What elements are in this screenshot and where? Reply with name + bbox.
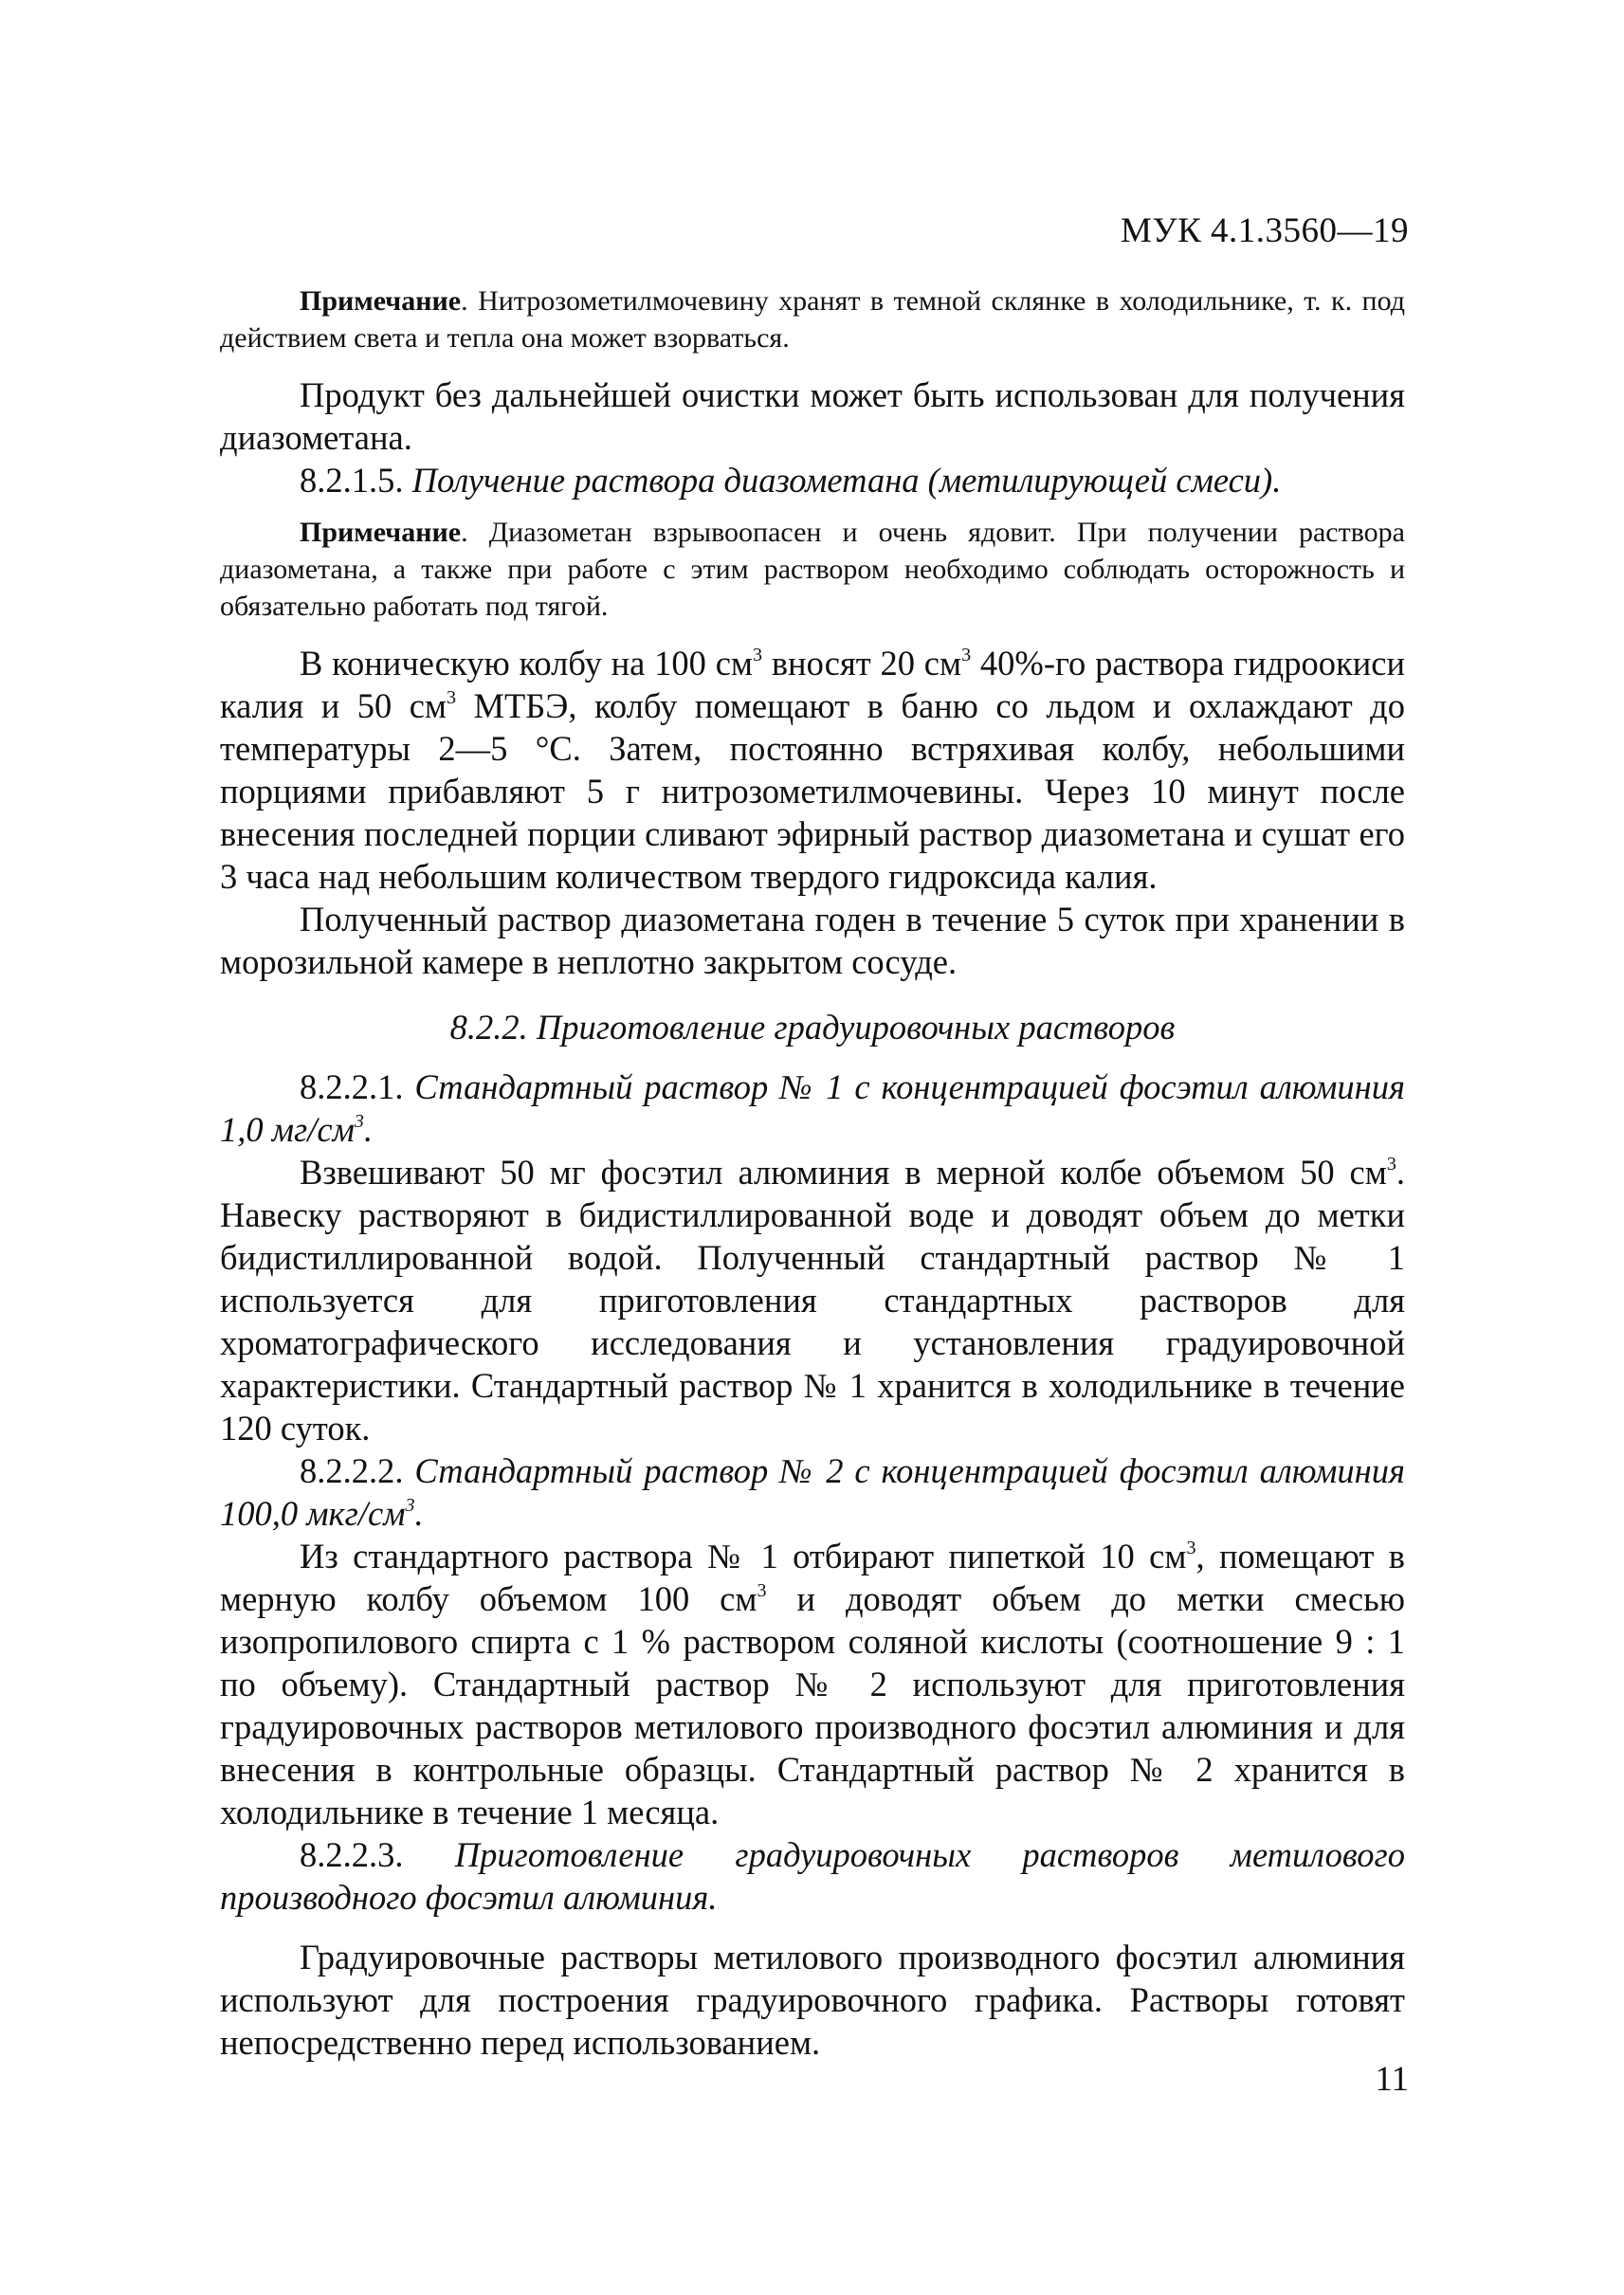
note-label: Примечание [300,517,462,548]
section-number: 8.2.2.1. [300,1067,415,1106]
superscript: 3 [405,1494,415,1516]
text-run: и доводят объем до метки смесью изопропилового спирта с 1 % раствором соляной кислоты (соотношение 9 : 1 по объему). Стандартный раствор № 2 используют для приготовления градуировочных растворов метилового производного фосэтил алюминия и для внесения в контрольные образцы. Стандартный раствор № 2 хранится в холодильнике в течение 1 месяца. [220,1579,1405,1831]
section-title: Получение раствора диазометана (метилирующей смеси). [411,461,1282,500]
text-run: Из стандартного раствора № 1 отбирают пипеткой 10 см [300,1537,1187,1576]
section-8-2-2-heading: 8.2.2. Приготовление градуировочных растворов [449,1008,1176,1047]
page-number: 11 [1375,2060,1409,2099]
text-run: Взвешивают 50 мг фосэтил алюминия в мерной колбе объемом 50 см [300,1153,1387,1192]
text-run: . [414,1494,424,1533]
superscript: 3 [753,644,763,665]
note-diazomethane [220,514,1405,625]
text-run: , помещают в мерную колбу объемом 100 см [220,1537,1406,1618]
paragraph-diazomethane-procedure [220,642,1405,898]
text-run: . Навеску растворяют в бидистиллированной воде и доводят объем до метки бидистиллированной водой. Полученный стандартный раствор № 1 используется для приготовления стандартных растворов для хроматографического исследования и установления градуировочной характеристики. Стандартный раствор № 1 хранится в холодильнике в течение 120 суток. [220,1153,1405,1448]
section-8-2-2-1-heading [220,1066,1405,1151]
superscript: 3 [447,686,457,708]
superscript: 3 [961,644,972,665]
superscript: 3 [1386,1153,1396,1175]
superscript: 3 [1186,1537,1196,1558]
section-number: 8.2.1.5. [300,461,412,500]
superscript: 3 [757,1579,767,1601]
section-8-2-1-5-heading [220,459,1405,501]
paragraph-product: Продукт без дальнейшей очистки может быть использован для получения диазометана. [220,375,1405,457]
text-run: В коническую колбу на 100 см [300,644,753,683]
document-code: МУК 4.1.3560—19 [1120,211,1409,250]
text-run: . [363,1110,374,1149]
section-title: Стандартный раствор № 1 с концентрацией фосэтил алюминия 1,0 мг/см [220,1067,1406,1149]
section-number: 8.2.2.2. [300,1451,415,1490]
text-run: 40%-го раствора гидроокиси калия и 50 см [220,644,1405,725]
superscript: 3 [354,1110,364,1132]
paragraph-standard-solution-1 [220,1151,1405,1449]
note-label: Примечание [300,285,462,317]
paragraph-calibration-solutions: Градуировочные растворы метилового производного фосэтил алюминия используют для построения градуировочного графика. Растворы готовят непосредственно перед использованием. [220,1938,1405,2062]
section-number: 8.2.2.3. [300,1835,455,1874]
text-run: вносят 20 см [762,644,962,683]
paragraph-standard-solution-2 [220,1535,1405,1833]
note-nitrosomethylurea [220,282,1405,356]
section-title: Стандартный раствор № 2 с концентрацией фосэтил алюминия 100,0 мкг/см [220,1451,1406,1533]
paragraph-storage: Полученный раствор диазометана годен в течение 5 суток при хранении в морозильной камере в неплотно закрытом сосуде. [220,900,1405,981]
section-8-2-2-3-heading [220,1833,1405,1919]
note-text: . Диазометан взрывоопасен и очень ядовит. При получении раствора диазометана, а также при работе с этим раствором необходимо соблюдать осторожность и обязательно работать под тягой. [220,517,1405,622]
note-text: . Нитрозометилмочевину хранят в темной склянке в холодильнике, т. к. под действием света и тепла она может взорваться. [220,285,1405,354]
section-8-2-2-2-heading [220,1449,1405,1535]
text-run: МТБЭ, колбу помещают в баню со льдом и охлаждают до температуры 2—5 °С. Затем, постоянно встряхивая колбу, небольшими порциями прибавляют 5 г нитрозометилмочевины. Через 10 минут после внесения последней порции сливают эфирный раствор диазометана и сушат его 3 часа над небольшим количеством твердого гидроксида калия. [220,686,1405,896]
page-content [220,282,1405,2064]
section-title: Приготовление градуировочных растворов метилового производного фосэтил алюминия. [220,1835,1405,1917]
